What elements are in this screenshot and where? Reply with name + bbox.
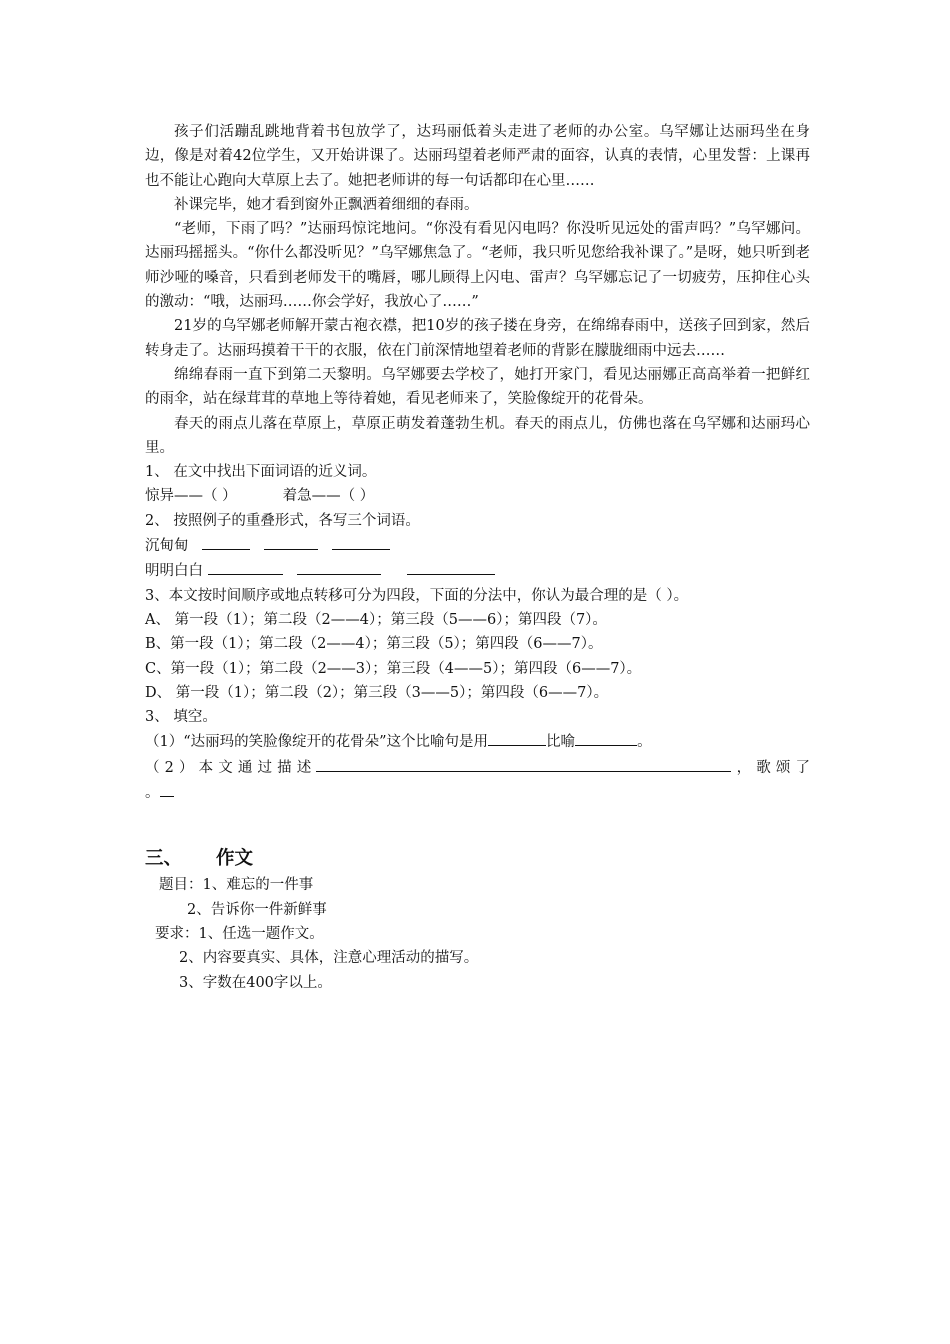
section-number: 三、: [145, 848, 183, 870]
fill-blank-2-end: 。: [145, 780, 810, 805]
question-2-row-1: [145, 533, 810, 558]
essay-requirement-2: 2、内容要真实、具体，注意心理活动的描写。: [179, 950, 479, 967]
answer-blank[interactable]: [160, 780, 174, 797]
essay-requirement-1: 要求：1、任选一题作文。: [155, 925, 324, 942]
example-word: 沉甸甸: [145, 538, 189, 555]
question-2-title: 2、 按照例子的重叠形式，各写三个词语。: [145, 512, 420, 529]
answer-blank[interactable]: [297, 558, 381, 575]
answer-blank[interactable]: [316, 755, 731, 772]
synonym-item-1: 惊异——（ ）: [145, 488, 237, 505]
answer-blank[interactable]: [575, 729, 637, 746]
answer-blank[interactable]: [488, 729, 546, 746]
answer-blank[interactable]: [202, 533, 250, 550]
section-heading: [145, 845, 810, 873]
question-2-row-2: [145, 558, 810, 583]
essay-topic-2: 2、告诉你一件新鲜事: [187, 901, 327, 918]
question-1-title: 1、 在文中找出下面词语的近义词。: [145, 464, 377, 481]
example-word: 明明白白: [145, 563, 203, 580]
passage-paragraph: “老师，下雨了吗？”达丽玛惊诧地问。“你没有看见闪电吗？你没听见远处的雷声吗？”乌罕娜问。达丽玛摇摇头。“你什么都没听见？”乌罕娜焦急了。“老师，我只听见您给我补课了。”是呀，她只听到老师沙哑的嗓音，只看到老师发干的嘴唇，哪儿顾得上闪电、雷声？乌罕娜忘记了一切疲劳，压抑住心头的激动：“哦，达丽玛……你会学好，我放心了……”: [145, 221, 810, 311]
passage-paragraph: 21岁的乌罕娜老师解开蒙古袍衣襟，把10岁的孩子搂在身旁，在绵绵春雨中，送孩子回到家，然后转身走了。达丽玛摸着干干的衣服，依在门前深情地望着老师的背影在朦胧细雨中远去……: [145, 318, 810, 359]
fill-blank-2: （2）本文通过描述 ，歌颂了: [145, 755, 810, 780]
option-b: B、第一段（1）；第二段（2——4）；第三段（5）；第四段（6——7）。: [145, 636, 603, 653]
worksheet: [145, 120, 810, 995]
answer-blank[interactable]: [407, 558, 495, 575]
passage-paragraph: 春天的雨点儿落在草原上，草原正萌发着蓬勃生机。春天的雨点儿，仿佛也落在乌罕娜和达丽玛心里。: [145, 415, 810, 456]
passage-paragraph: 补课完毕，她才看到窗外正飘洒着细细的春雨。: [174, 196, 479, 213]
question-1-items: [145, 484, 810, 508]
answer-blank[interactable]: [332, 533, 390, 550]
option-c: C、第一段（1）；第二段（2——3）；第三段（4——5）；第四段（6——7）。: [145, 660, 642, 677]
option-d: D、 第一段（1）；第二段（2）；第三段（3——5）；第四段（6——7）。: [145, 684, 609, 701]
section-title: 作文: [216, 848, 254, 870]
answer-blank[interactable]: [208, 558, 283, 575]
passage-paragraph: 绵绵春雨一直下到第二天黎明。乌罕娜要去学校了，她打开家门，看见达丽娜正高高举着一把鲜红的雨伞，站在绿茸茸的草地上等待着她，看见老师来了，笑脸像绽开的花骨朵。: [145, 366, 810, 408]
essay-requirement-3: 3、字数在400字以上。: [179, 974, 332, 991]
option-a: A、 第一段（1）；第二段（2——4）；第三段（5——6）；第四段（7）。: [145, 611, 607, 628]
question-4-title: 3、 填空。: [145, 709, 217, 726]
answer-blank[interactable]: [264, 533, 318, 550]
essay-topic-1: 题目：1、难忘的一件事: [159, 877, 314, 894]
question-3-title: 3、本文按时间顺序或地点转移可分为四段，下面的分法中，你认为最合理的是（ ）。: [145, 587, 689, 604]
synonym-item-2: 着急——（ ）: [282, 488, 375, 505]
passage-paragraph: 孩子们活蹦乱跳地背着书包放学了，达玛丽低着头走进了老师的办公室。乌罕娜让达丽玛坐在身边，像是对着42位学生，又开始讲课了。达丽玛望着老师严肃的面容，认真的表情，心里发誓：上课再也不能让心跑向大草原上去了。她把老师讲的每一句话都印在心里……: [145, 124, 810, 189]
fill-blank-1: （1）“达丽玛的笑脸像绽开的花骨朵”这个比喻句是用 比喻 。: [145, 729, 810, 754]
